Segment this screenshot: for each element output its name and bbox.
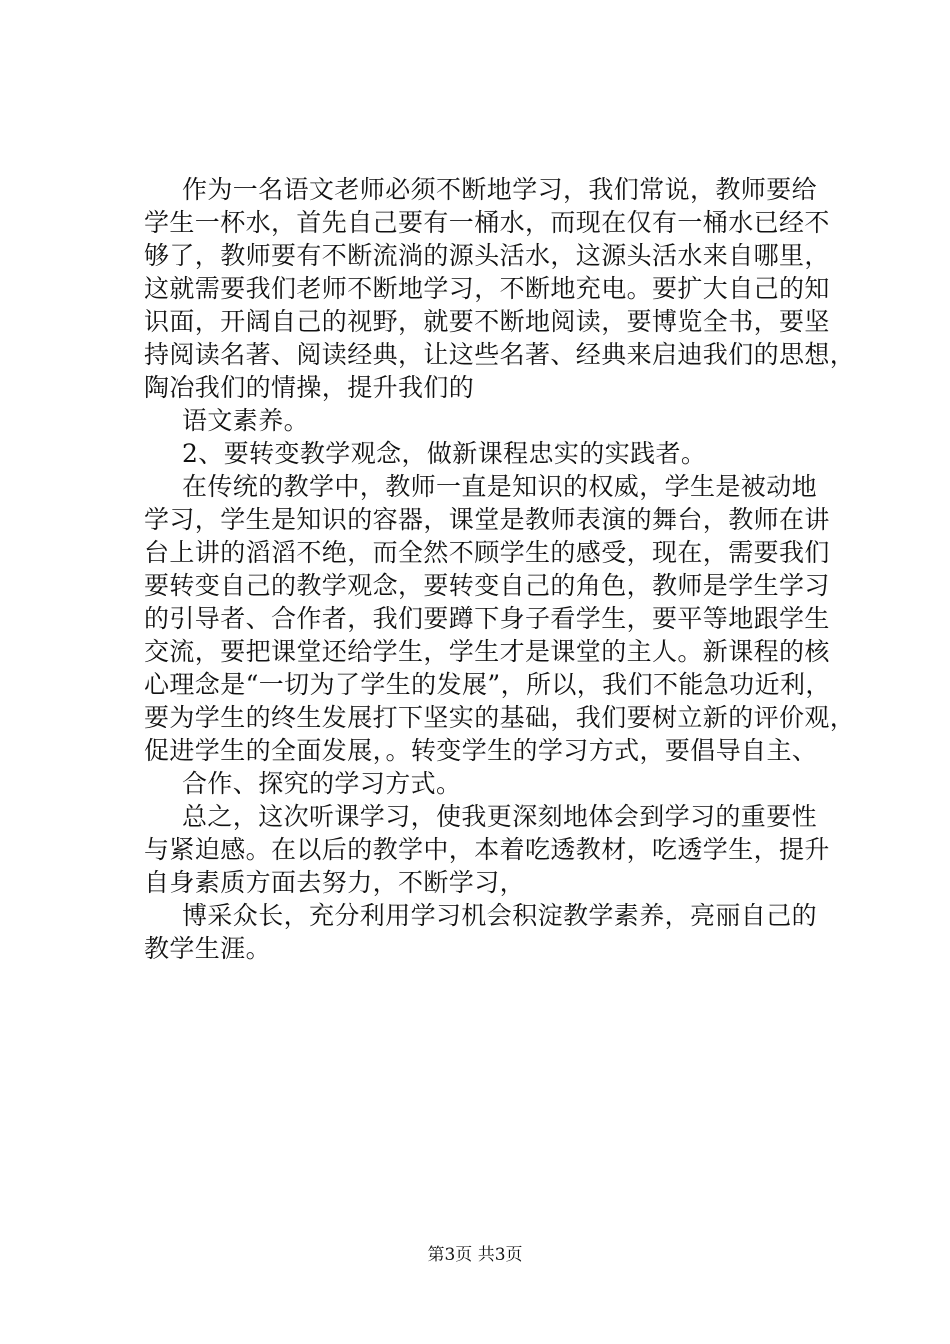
text-line: 语文素养。 bbox=[182, 406, 310, 435]
text-line: 交流，要把课堂还给学生，学生才是课堂的主人。新课程的核 bbox=[144, 637, 830, 666]
text-line: 台上讲的滔滔不绝，而全然不顾学生的感受，现在，需要我们 bbox=[144, 538, 830, 567]
text-line: 在传统的教学中，教师一直是知识的权威，学生是被动地 bbox=[182, 472, 818, 501]
document-body bbox=[144, 173, 856, 965]
text-line: 自身素质方面去努力，不断学习， bbox=[144, 868, 526, 897]
text-line: 总之，这次听课学习，使我更深刻地体会到学习的重要性 bbox=[182, 802, 818, 831]
text-line: 与紧迫感。在以后的教学中，本着吃透教材，吃透学生，提升 bbox=[144, 835, 830, 864]
text-line: 作为一名语文老师必须不断地学习，我们常说，教师要给 bbox=[182, 175, 818, 204]
text-line: 识面，开阔自己的视野，就要不断地阅读，要博览全书，要坚 bbox=[144, 307, 830, 336]
text-line: 心理念是“一切为了学生的发展”，所以，我们不能急功近利， bbox=[144, 670, 831, 699]
text-line: 博采众长，充分利用学习机会积淀教学素养，亮丽自己的 bbox=[182, 901, 818, 930]
text-line: 要为学生的终生发展打下坚实的基础，我们要树立新的评价观， bbox=[144, 703, 856, 732]
text-line: 够了，教师要有不断流淌的源头活水，这源头活水来自哪里， bbox=[144, 241, 830, 270]
text-line: 这就需要我们老师不断地学习，不断地充电。要扩大自己的知 bbox=[144, 274, 830, 303]
text-line: 教学生涯。 bbox=[144, 934, 272, 963]
text-line: 持阅读名著、阅读经典，让这些名著、经典来启迪我们的思想， bbox=[144, 340, 856, 369]
text-line: 学习，学生是知识的容器，课堂是教师表演的舞台，教师在讲 bbox=[144, 505, 830, 534]
section-heading: 2、要转变教学观念，做新课程忠实的实践者。 bbox=[182, 439, 707, 468]
text-line: 促进学生的全面发展，。转变学生的学习方式，要倡导自主、 bbox=[144, 736, 818, 765]
text-line: 的引导者、合作者，我们要蹲下身子看学生，要平等地跟学生 bbox=[144, 604, 830, 633]
page-number-footer: 第3页 共3页 bbox=[427, 1245, 523, 1265]
text-line: 要转变自己的教学观念，要转变自己的角色，教师是学生学习 bbox=[144, 571, 830, 600]
text-line: 陶冶我们的情操，提升我们的 bbox=[144, 373, 475, 402]
text-line: 学生一杯水，首先自己要有一桶水，而现在仅有一桶水已经不 bbox=[144, 208, 830, 237]
text-line: 合作、探究的学习方式。 bbox=[182, 769, 462, 798]
